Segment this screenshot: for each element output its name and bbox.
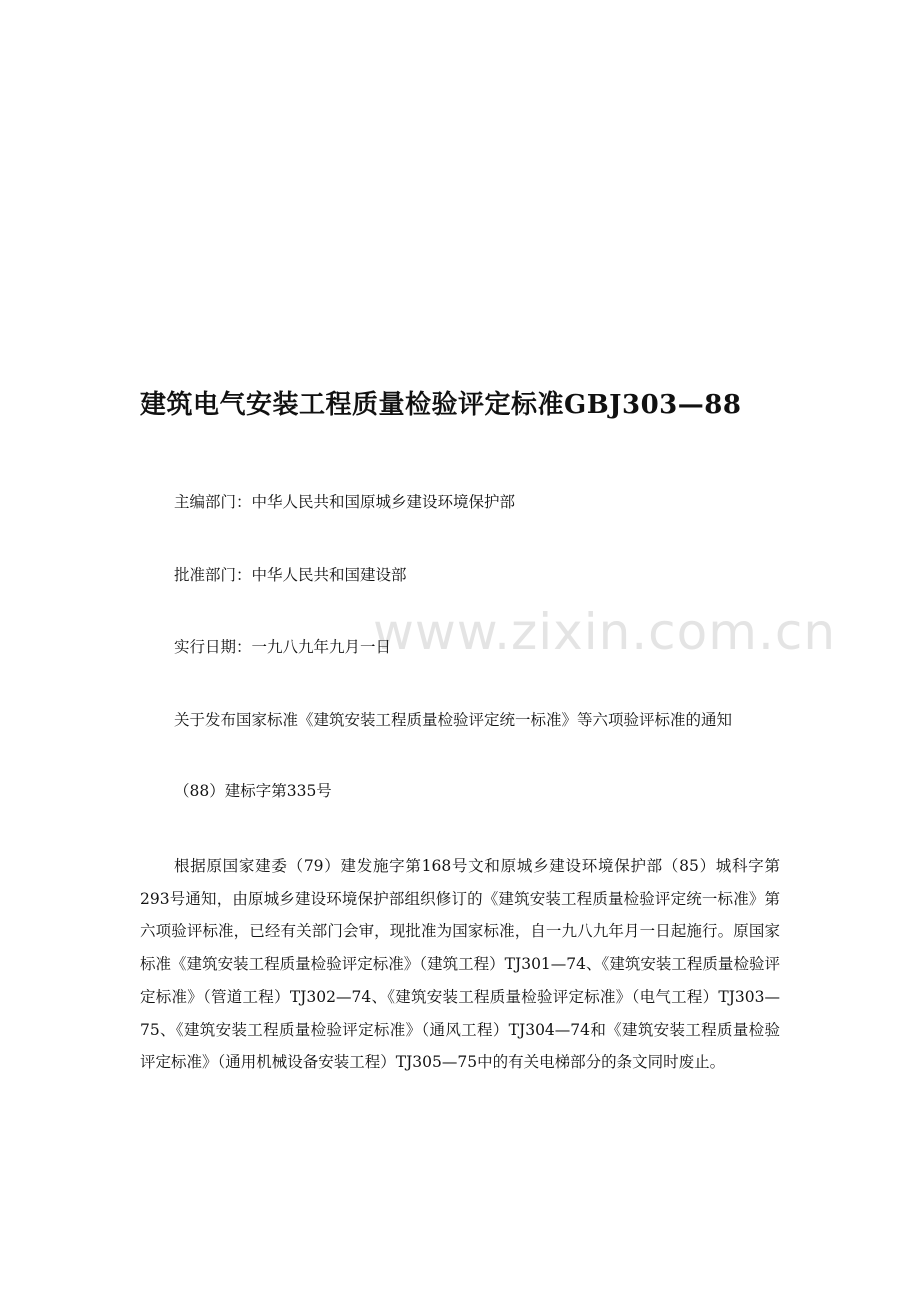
document-title: 建筑电气安装工程质量检验评定标准GBJ303—88 — [140, 390, 742, 420]
body-paragraph: 根据原国家建委（79）建发施字第168号文和原城乡建设环境保护部（85）城科字第293号通知，由原城乡建设环境保护部组织修订的《建筑安装工程质量检验评定统一标准》第六项验评标准，已经有关部门会审，现批准为国家标准，自一九八九年月一日起施行。原国家标准《建筑安装工程质量检验评定标准》（建筑工程）TJ301—74、《建筑安装工程质量检验评定标准》（管道工程）TJ302—74、《建筑安装工程质量检验评定标准》（电气工程）TJ303—75、《建筑安装工程质量检验评定标准》（通风工程）TJ304—74和《建筑安装工程质量检验评定标准》（通用机械设备安装工程）TJ305—75中的有关电梯部分的条文同时废止。 — [140, 857, 780, 1072]
effective-date: 实行日期：一九八九年九月一日 — [174, 638, 392, 656]
watermark: www.zixin.com.cn — [373, 603, 837, 661]
editor-department: 主编部门：中华人民共和国原城乡建设环境保护部 — [174, 493, 516, 511]
notice-title: 关于发布国家标准《建筑安装工程质量检验评定统一标准》等六项验评标准的通知 — [174, 711, 733, 729]
notice-number: （88）建标字第335号 — [174, 782, 332, 800]
approval-department: 批准部门：中华人民共和国建设部 — [174, 566, 407, 584]
